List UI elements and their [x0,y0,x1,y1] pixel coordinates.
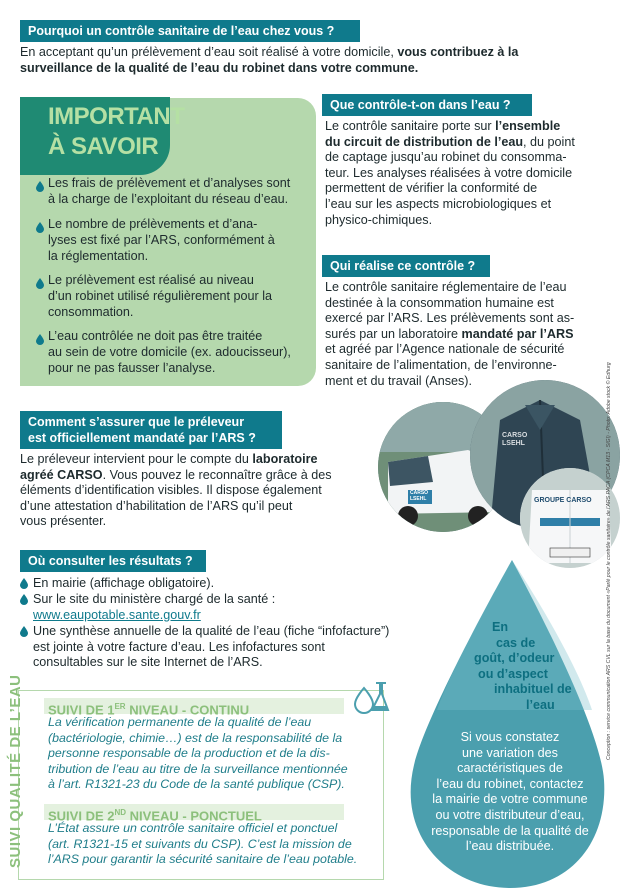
van-logo-text: CARSO LSEHL [410,490,429,502]
drop-icon [20,594,28,605]
drop-notice-bold: En cas de goût, d’odeur ou d’aspect inhabituel de l’eau [474,620,572,712]
suivi-n2-text: L’État assure un contrôle sanitaire officiel et ponctuel (art. R1321-15 et suivants du CSP). C’est la mission de l’ARS pour garantir la sécurité sanitaire de l’eau potable. [48,821,358,867]
qui-realise-header: Qui réalise ce contrôle ? [322,255,490,277]
qui-realise-text: Le contrôle sanitaire réglementaire de l’eau destinée à la consommation humaine est exercé par l’ARS. Les prélèvements sont as- surés par un laboratoire mandaté par l’ARS et agréé par l’Agence nationale de sécurité sanitaire de l’alimentation, de l’environne- ment et du travail (Anses). [325,280,575,388]
que-controle-header: Que contrôle-t-on dans l’eau ? [322,94,532,116]
credit-line: Conception : service communication ARS CVL sur la base du document «Parlé pour le contrôle sanitaire» de l’ARS PACA (CPCA M13 - SIGI) - Photo: Adobe stock © Edhurg [606,362,612,760]
pourquoi-header: Pourquoi un contrôle sanitaire de l’eau chez vous ? [20,20,360,42]
van-rear-text: GROUPE CARSO [534,497,592,504]
comment-text: Le préleveur intervient pour le compte du laboratoire agréé CARSO. Vous pouvez le reconnaître grâce à des éléments d’identification visibles. Il dispose également d’une attestation d’habilitation de l’ARS qu’il peut vous présenter. [20,452,332,529]
drop-icon [36,334,44,345]
drop-icon [36,222,44,233]
important-item-1: Les frais de prélèvement et d’analyses sont à la charge de l’exploitant du réseau d’eau. [48,176,291,206]
drop-icon [20,626,28,637]
drop-icon [36,278,44,289]
suivi-n1-heading: SUIVI DE 1ER NIVEAU - CONTINU [48,702,250,718]
ou-consulter-item-1: En mairie (affichage obligatoire). [33,576,215,590]
pourquoi-line-1: En acceptant qu’un prélèvement d’eau soit réalisé à votre domicile, vous contribuez à la [20,45,519,59]
suivi-n1-text: La vérification permanente de la qualité de l’eau (bactériologie, chimie…) est de la responsabilité de la personne responsable de la production et de la dis- tribution de l’eau au titre de la surveillance mentionnée à l’art. R1321-23 du Code de la santé publique (CSP). [48,715,348,792]
ou-consulter-item-3: Une synthèse annuelle de la qualité de l’eau (fiche “infofacture”) est jointe à votre facture d’eau. Les infofactures sont consultables sur le site Internet de l’ARS. [33,624,390,670]
eaupotable-link[interactable]: www.eaupotable.sante.gouv.fr [33,608,201,622]
lab-drop-icon [352,680,398,714]
drop-icon [36,181,44,192]
pourquoi-line-2: surveillance de la qualité de l’eau du robinet dans votre commune. [20,61,419,75]
ou-consulter-header: Où consulter les résultats ? [20,550,206,572]
ou-consulter-item-2: Sur le site du ministère chargé de la santé : [33,592,276,606]
drop-icon [20,578,28,589]
important-item-3: Le prélèvement est réalisé au niveau d’un robinet utilisé régulièrement pour la consommation. [48,273,273,319]
photo-van-rear [520,468,620,568]
drop-notice-text: Si vous constatez une variation des caractéristiques de l’eau du robinet, contactez la mairie de votre commune ou votre distributeur d’eau, responsable de la qualité de l’eau distribuée. [431,730,589,854]
suivi-vertical-title: SUIVI QUALITÉ DE L’EAU [7,674,24,868]
jacket-logo: CARSO LSEHL [502,432,528,447]
comment-header: Comment s’assurer que le préleveur est officiellement mandaté par l’ARS ? [20,411,282,449]
important-item-4: L’eau contrôlée ne doit pas être traitée au sein de votre domicile (ex. adoucisseur), pour ne pas fausser l’analyse. [48,329,291,375]
suivi-n2-heading: SUIVI DE 2ND NIVEAU - PONCTUEL [48,808,262,824]
que-controle-text: Le contrôle sanitaire porte sur l’ensemble du circuit de distribution de l’eau, du point de captage jusqu’au robinet du consomma- teur. Les analyses réalisées à votre domicile permettent de vérifier la conformité de l’eau sur les aspects microbiologiques et physico-chimiques. [325,119,575,227]
important-item-2: Le nombre de prélèvements et d’ana- lyses est fixé par l’ARS, conformément à la réglementation. [48,217,275,263]
important-title: IMPORTANT À SAVOIR [48,103,185,160]
